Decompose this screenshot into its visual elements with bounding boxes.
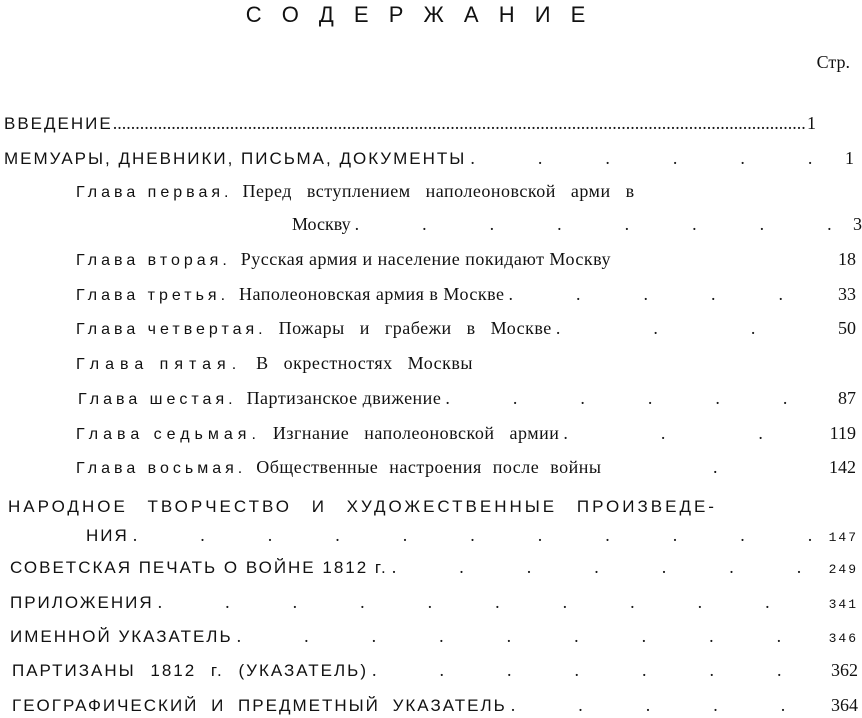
toc-entry-memoirs (4, 147, 854, 170)
toc-entry-folk-art (8, 496, 808, 518)
toc-chapter-8: Глава восьмая. Общественные настроения после войны . 142 (76, 456, 856, 480)
chapter-label: Глава шестая. (78, 391, 237, 408)
toc-chapter-5 (76, 352, 856, 376)
toc-chapter-6 (78, 387, 856, 411)
leader-dots (556, 317, 832, 339)
toc-entry-page: 364 (831, 695, 858, 715)
toc-entry-title: ИМЕННОЙ УКАЗАТЕЛЬ (10, 627, 233, 646)
toc-entry-page: 119 (829, 423, 856, 443)
chapter-label: Глава пятая. (76, 356, 243, 373)
chapter-title: Партизанское движение (246, 388, 442, 408)
toc-entry-title: ГЕОГРАФИЧЕСКИЙ И ПРЕДМЕТНЫЙ УКАЗАТЕЛЬ (12, 696, 507, 715)
toc-entry-title-continuation: НИЯ (86, 526, 129, 545)
chapter-title: Общественные настроения после войны (256, 457, 602, 477)
toc-entry-geographic-index (12, 694, 858, 717)
toc-entry-page: 50 (838, 318, 856, 338)
leader-dots (392, 556, 823, 578)
chapter-title: Перед вступлением наполеоновской арми в (242, 181, 635, 201)
toc-entry-title: ПРИЛОЖЕНИЯ (10, 593, 154, 612)
chapter-title: Русская армия и население покидают Москву (240, 249, 612, 269)
leader-dots (509, 283, 832, 305)
page-column-label: Стр. (816, 52, 850, 72)
chapter-label: Глава седьмая. (76, 426, 261, 443)
toc-entry-partisans-index (12, 659, 858, 682)
toc-chapter-2 (76, 248, 856, 272)
toc-entry-name-index (10, 625, 858, 650)
chapter-label: Глава четвертая. (76, 321, 267, 338)
toc-entry-title: ПАРТИЗАНЫ 1812 г. (УКАЗАТЕЛЬ) (12, 661, 368, 680)
toc-chapter-1-continuation (292, 213, 862, 235)
chapter-label: Глава вторая. (76, 252, 231, 269)
toc-entry-page: 249 (828, 562, 858, 577)
leader-dots (511, 694, 825, 716)
toc-entry-page: 142 (829, 457, 856, 477)
chapter-label: Глава первая. (76, 184, 233, 201)
chapter-title: Изгнание наполеоновской армии (272, 423, 560, 443)
leader-dots (372, 659, 825, 681)
leader-dots (133, 524, 823, 546)
chapter-title: Пожары и грабежи в Москве (278, 318, 552, 338)
toc-entry-title: СОВЕТСКАЯ ПЕЧАТЬ О ВОЙНЕ 1812 г. (10, 558, 388, 577)
toc-entry-soviet-press (10, 556, 858, 581)
toc-chapter-4 (76, 317, 856, 341)
toc-entry-introduction (4, 112, 816, 135)
toc-chapter-1 (76, 180, 806, 204)
toc-entry-folk-art-continuation (86, 524, 858, 549)
toc-entry-title: МЕМУАРЫ, ДНЕВНИКИ, ПИСЬМА, ДОКУМЕНТЫ (4, 149, 467, 168)
toc-entry-page: 346 (828, 631, 858, 646)
leader-dots (237, 625, 823, 647)
leader-dots (445, 387, 832, 409)
toc-entry-title: НАРОДНОЕ ТВОРЧЕСТВО И ХУДОЖЕСТВЕННЫЕ ПРОИЗВЕДЕ- (8, 497, 717, 516)
toc-entry-page: 147 (828, 530, 858, 545)
toc-chapter-3 (76, 283, 856, 307)
chapter-title: В окрестностях Москвы (256, 353, 474, 373)
toc-entry-page: 33 (838, 284, 856, 304)
page-title: С О Д Е Р Ж А Н И Е (245, 2, 593, 27)
toc-entry-page: 362 (831, 660, 858, 680)
leader-dots (355, 213, 847, 235)
chapter-title-continuation: Москву (292, 214, 351, 234)
toc-chapter-7 (76, 422, 856, 446)
chapter-title: Наполеоновская армия в Москве (239, 284, 505, 304)
toc-entry-page: 18 (838, 249, 856, 269)
chapter-label: Глава третья. (76, 287, 230, 304)
chapter-label: Глава восьмая. (76, 460, 247, 477)
toc-entry-page: 1 (807, 113, 816, 133)
toc-entry-page: 87 (838, 388, 856, 408)
toc-entry-appendices (10, 591, 858, 616)
toc-entry-page: 1 (845, 148, 854, 168)
toc-entry-page: 341 (828, 597, 858, 612)
leader-dots (470, 147, 839, 169)
leader-dots (563, 422, 823, 444)
toc-entry-page: 3 (853, 214, 862, 234)
leader-dots (158, 591, 823, 613)
leader-dots (113, 112, 805, 134)
toc-entry-title: ВВЕДЕНИЕ (4, 114, 113, 133)
